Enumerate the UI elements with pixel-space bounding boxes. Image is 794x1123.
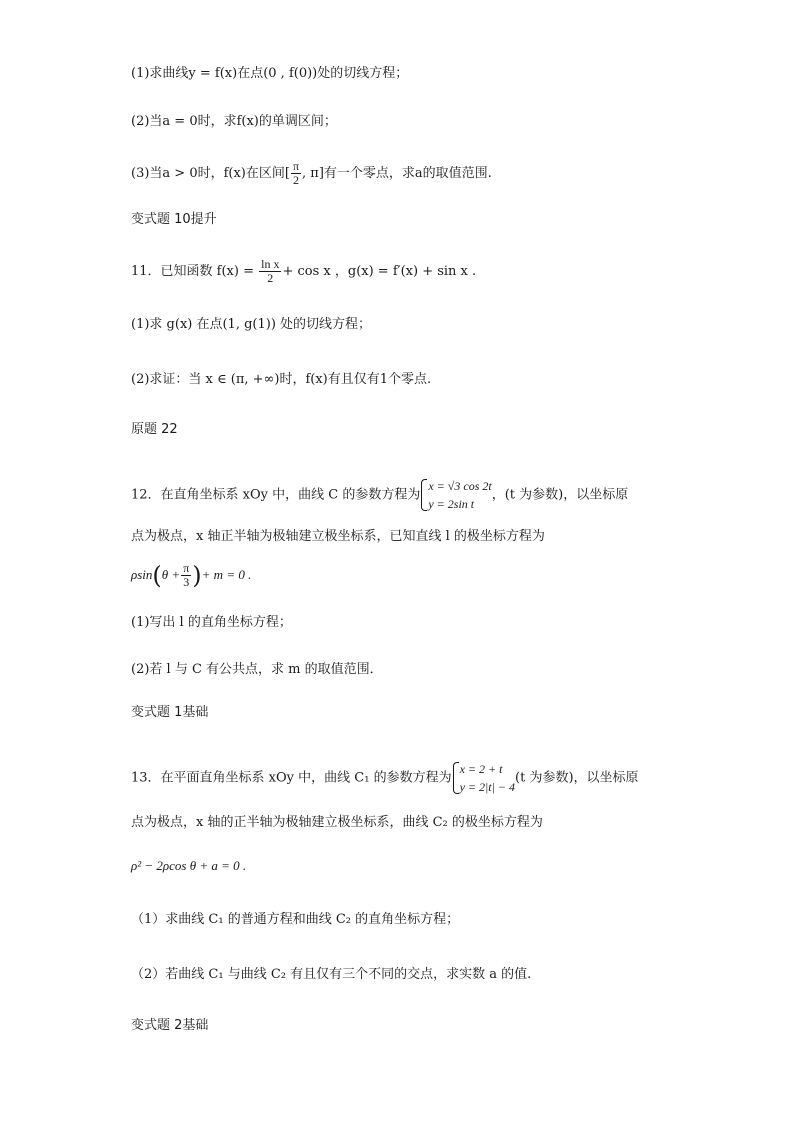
q11-stem-text-a: 11．已知函数 f(x) = [131,264,259,279]
theta-plus: θ + [161,567,181,582]
q12-stem-continued: 点为极点，x 轴正半轴为极轴建立极坐标系，已知直线 l 的极坐标方程为 [131,529,545,544]
case-line-2: y = 2sin t [428,497,475,511]
q12-stem-text-b: ，(t 为参数)，以坐标原 [491,487,629,503]
fraction-denominator: 2 [267,271,274,285]
q13-polar-equation: ρ² − 2ρcos θ + a = 0 . [131,858,247,873]
case-line-1: x = 2 + t [459,762,503,776]
fraction-denominator: 2 [292,173,299,187]
q11-stem-text-b: + cos x ，g(x) = f′(x) + sin x . [282,264,477,279]
case-line-2: y = 2|t| − 4 [459,780,516,794]
fraction-denominator: 3 [183,575,190,589]
q12-parametric-system [420,477,491,513]
q13-stem-text-b: (t 为参数)，以坐标原 [515,770,639,786]
q12-part2: (2)若 l 与 C 有公共点，求 m 的取值范围． [131,662,383,677]
q11-part2: (2)求证：当 x ∈ (π, +∞)时，f(x)有且仅有1个零点. [131,372,432,387]
q12-part1: (1)写出 l 的直角坐标方程； [131,615,292,630]
plus-m-equals-zero: + m = 0 . [201,567,252,582]
case-line-1: x = √3 cos 2t [428,479,492,493]
pi-over-3-fraction [181,562,191,589]
q13-stem-text-a: 13．在平面直角坐标系 xOy 中，曲线 C₁ 的参数方程为 [131,770,452,786]
section-heading-variant-2: 变式题 2基础 [131,1018,209,1033]
right-paren: ) [192,561,202,590]
left-paren: ( [152,561,162,590]
q11-part1: (1)求 g(x) 在点(1, g(1)) 处的切线方程； [131,317,372,332]
q12-stem-text-a: 12．在直角坐标系 xOy 中，曲线 C 的参数方程为 [131,487,421,503]
q10-part2: (2)当a = 0时，求f(x)的单调区间； [131,114,337,129]
q13-part2: （2）若曲线 C₁ 与曲线 C₂ 有且仅有三个不同的交点，求实数 a 的值. [131,967,532,982]
q13-part1: （1）求曲线 C₁ 的普通方程和曲线 C₂ 的直角坐标方程； [131,912,460,927]
pi-over-2-fraction [291,160,301,187]
q12-polar-equation [131,562,251,589]
fraction-numerator: ln x [261,257,280,271]
fraction-numerator: π [183,561,190,575]
q13-stem-continued: 点为极点，x 轴的正半轴为极轴建立极坐标系，曲线 C₂ 的极坐标方程为 [131,815,543,830]
section-heading-variant-1: 变式题 1基础 [131,705,209,720]
q10-part3-text-a: (3)当a > 0时，f(x)在区间[ [131,166,290,181]
q10-part1: (1)求曲线y = f(x)在点(0 , f(0))处的切线方程； [131,66,409,81]
section-heading-variant-10: 变式题 10提升 [131,212,217,227]
lnx-over-2-fraction [259,258,281,285]
q11-stem [131,258,476,285]
section-heading-original-22: 原题 22 [131,422,178,437]
q10-part3-text-b: , π]有一个零点，求a的取值范围. [302,166,492,181]
q13-stem [131,760,639,796]
fraction-numerator: π [292,159,300,173]
q10-part3 [131,160,492,187]
q13-parametric-system [452,760,515,796]
q12-stem [131,477,628,513]
rho-sin: ρsin [131,567,153,582]
